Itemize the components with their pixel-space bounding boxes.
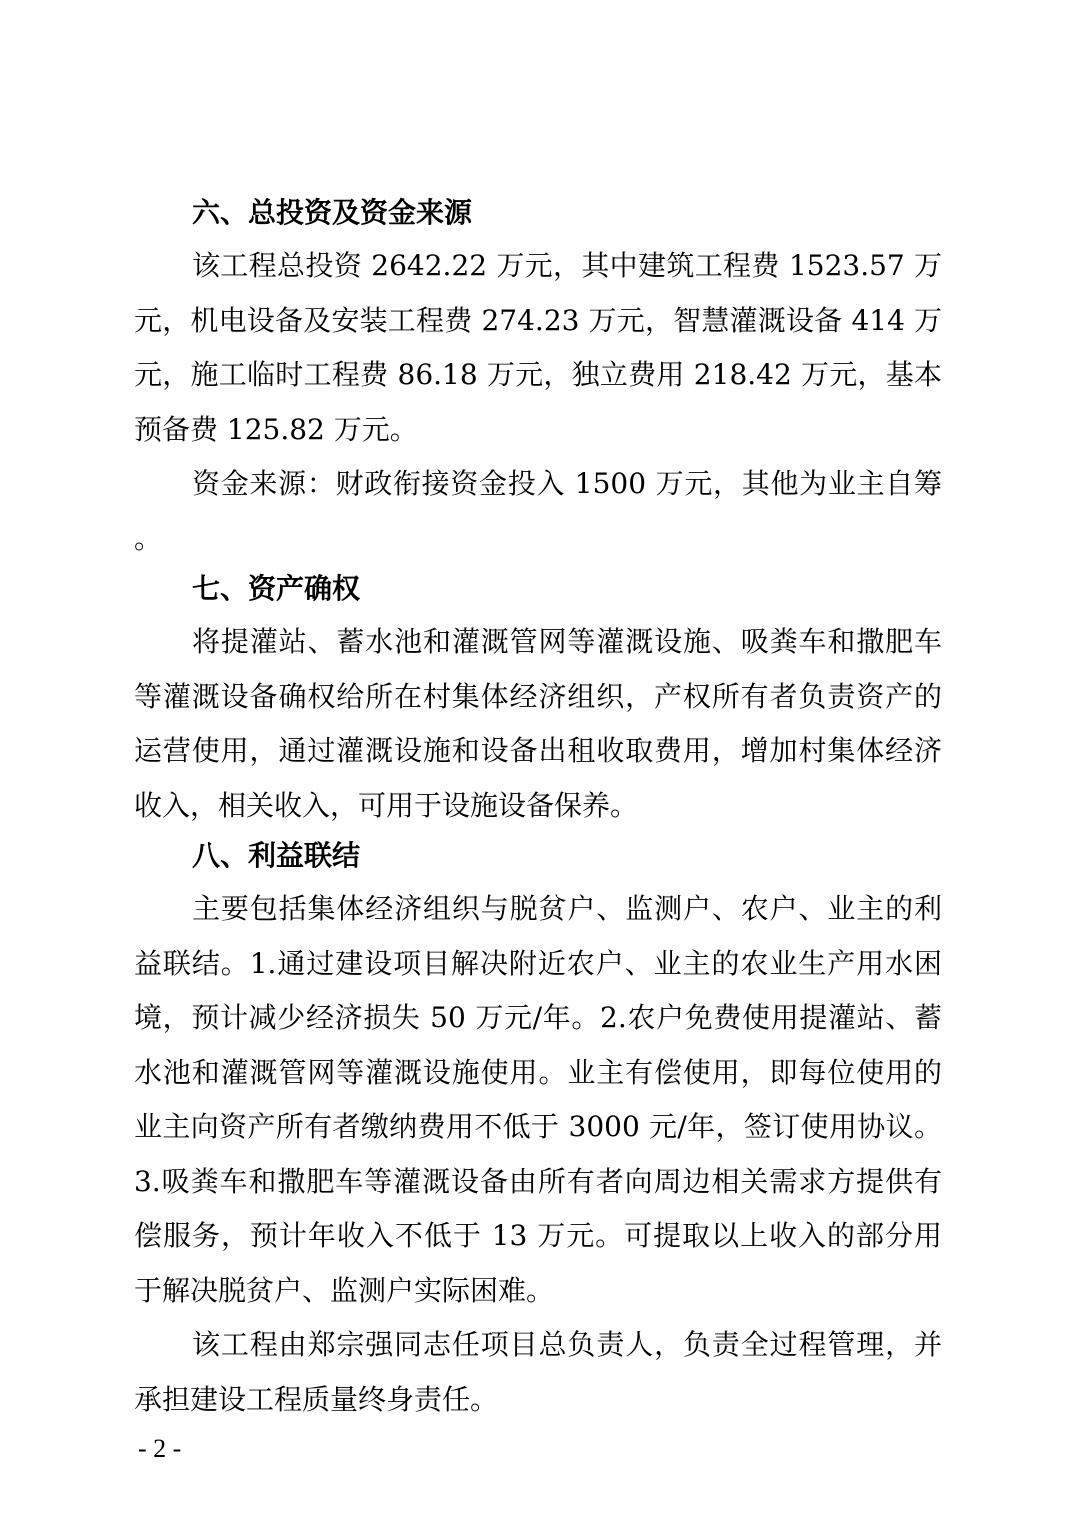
paragraph-funding-source: 资金来源：财政衔接资金投入 1500 万元，其他为业主自筹。	[134, 467, 942, 555]
section-heading-benefit-linkage: 八、利益联结	[192, 839, 361, 872]
section-heading-investment: 六、总投资及资金来源	[192, 196, 473, 229]
section-heading-asset-rights: 七、资产确权	[192, 572, 361, 605]
paragraph-investment-breakdown: 该工程总投资 2642.22 万元，其中建筑工程费 1523.57 万元，机电设备及安装工程费 274.23 万元，智慧灌溉设备 414 万元，施工临时工程费 86.18 万元，独立费用 218.42 万元，基本预备费 125.82 万元。	[134, 249, 942, 446]
page-number: - 2 -	[138, 1434, 182, 1463]
paragraph-project-responsibility: 该工程由郑宗强同志任项目总负责人，负责全过程管理，并承担建设工程质量终身责任。	[134, 1328, 942, 1416]
paragraph-asset-rights: 将提灌站、蓄水池和灌溉管网等灌溉设施、吸粪车和撒肥车等灌溉设备确权给所在村集体经济组织，产权所有者负责资产的运营使用，通过灌溉设施和设备出租收取费用，增加村集体经济收入，相关收入，可用于设施设备保养。	[134, 625, 942, 822]
paragraph-benefit-linkage: 主要包括集体经济组织与脱贫户、监测户、农户、业主的利益联结。1.通过建设项目解决附近农户、业主的农业生产用水困境，预计减少经济损失 50 万元/年。2.农户免费使用提灌站、蓄水池和灌溉管网等灌溉设施使用。业主有偿使用，即每位使用的业主向资产所有者缴纳费用不低于 3000 元/年，签订使用协议。3.吸粪车和撒肥车等灌溉设备由所有者向周边相关需求方提供有偿服务，预计年收入不低于 13 万元。可提取以上收入的部分用于解决脱贫户、监测户实际困难。	[134, 892, 942, 1307]
document-body	[134, 190, 942, 1427]
